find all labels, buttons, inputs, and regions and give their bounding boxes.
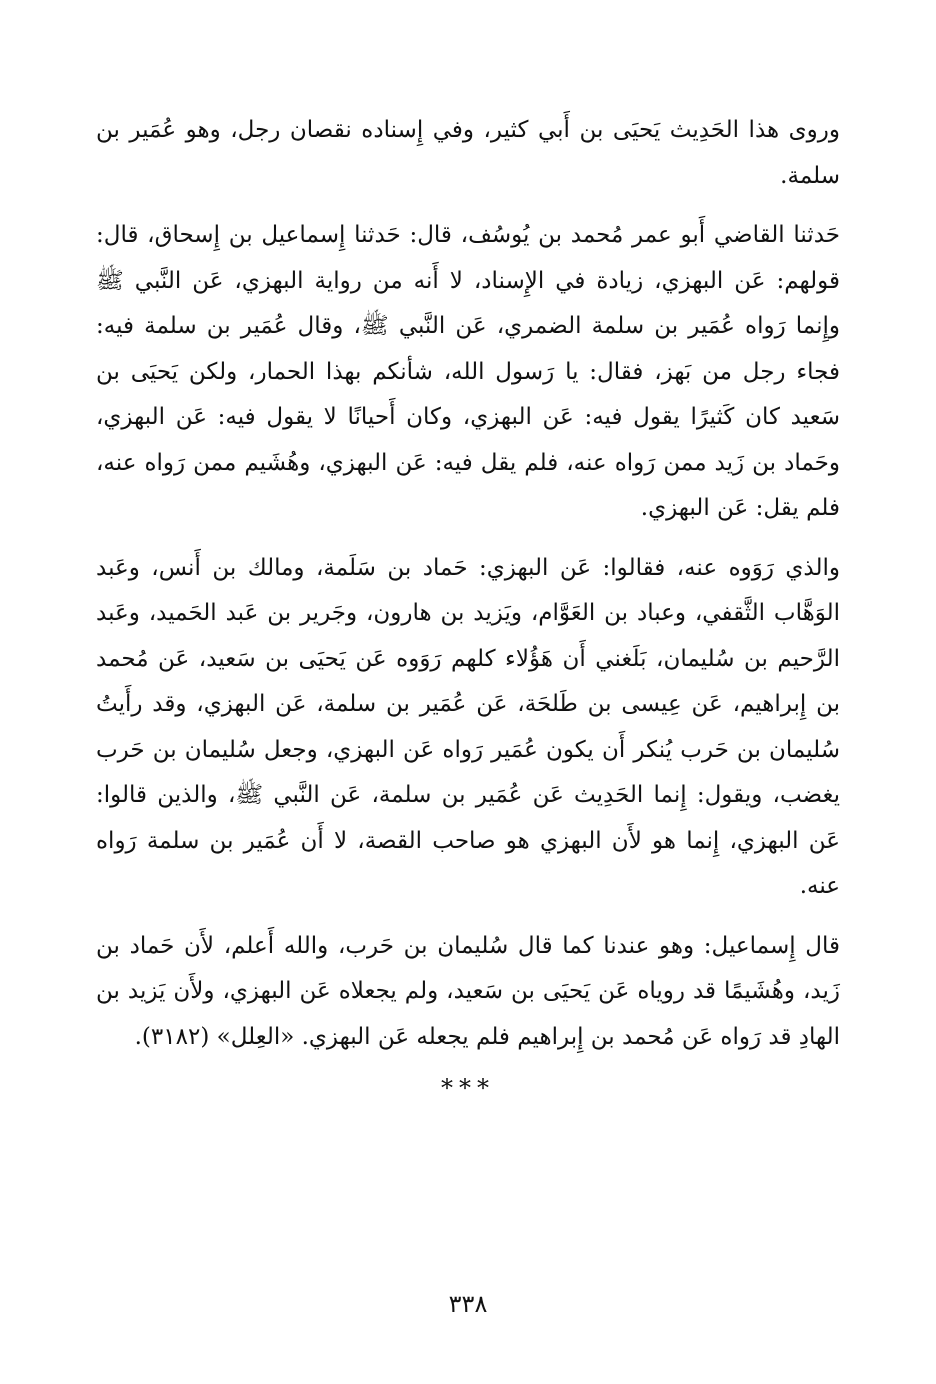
page-number: ٣٣٨: [448, 1290, 488, 1318]
paragraph-2: حَدثنا القاضي أَبو عمر مُحمد بن يُوسُف، قال: حَدثنا إِسماعيل بن إِسحاق، قال: قولهم: عَن البهزي، زيادة في الإِسناد، لا أَنه من رواية البهزي، عَن النَّبي ﷺ وإِنما رَواه عُمَير بن سلمة الضمري، عَن النَّبي ﷺ، وقال عُمَير بن سلمة فيه: فجاء رجل من بَهز، فقال: يا رَسول الله، شأنكم بهذا الحمار، ولكن يَحيَى بن سَعيد كان كَثيرًا يقول فيه: عَن البهزي، وكان أَحيانًا لا يقول فيه: عَن البهزي، وحَماد بن زَيد ممن رَواه عنه، فلم يقل فيه: عَن البهزي، وهُشَيم ممن رَواه عنه، فلم يقل: عَن البهزي.: [96, 222, 840, 521]
page-body: [96, 108, 840, 1102]
paragraph-3: والذي رَوَوه عنه، فقالوا: عَن البهزي: حَماد بن سَلَمة، ومالك بن أَنس، وعَبد الوَهَّاب الثَّقفي، وعباد بن العَوَّام، ويَزيد بن هارون، وجَرير بن عَبد الحَميد، وعَبد الرَّحيم بن سُليمان، بَلَغني أَن هَؤُلاء كلهم رَوَوه عَن يَحيَى بن سَعيد، عَن مُحمد بن إِبراهيم، عَن عِيسى بن طَلحَة، عَن عُمَير بن سلمة، عَن البهزي، وقد رأَيتُ سُليمان بن حَرب يُنكر أَن يكون عُمَير رَواه عَن البهزي، وجعل سُليمان بن حَرب يغضب، ويقول: إِنما الحَدِيث عَن عُمَير بن سلمة، عَن النَّبي ﷺ، والذين قالوا: عَن البهزي، إِنما هو لأَن البهزي هو صاحب القصة، لا أَن عُمَير بن سلمة رَواه عنه.: [96, 554, 840, 899]
paragraph-4: قال إِسماعيل: وهو عندنا كما قال سُليمان بن حَرب، والله أَعلم، لأَن حَماد بن زَيد، وهُشَيمًا قد روياه عَن يَحيَى بن سَعيد، ولم يجعلاه عَن البهزي، ولأَن يَزيد بن الهادِ قد رَواه عَن مُحمد بن إِبراهيم فلم يجعله عَن البهزي. «العِلل» (٣١٨٢).: [96, 932, 840, 1050]
section-separator: ***: [441, 1074, 495, 1102]
paragraph-1: وروى هذا الحَدِيث يَحيَى بن أَبي كثير، وفي إِسناده نقصان رجل، وهو عُمَير بن سلمة.: [96, 117, 840, 189]
